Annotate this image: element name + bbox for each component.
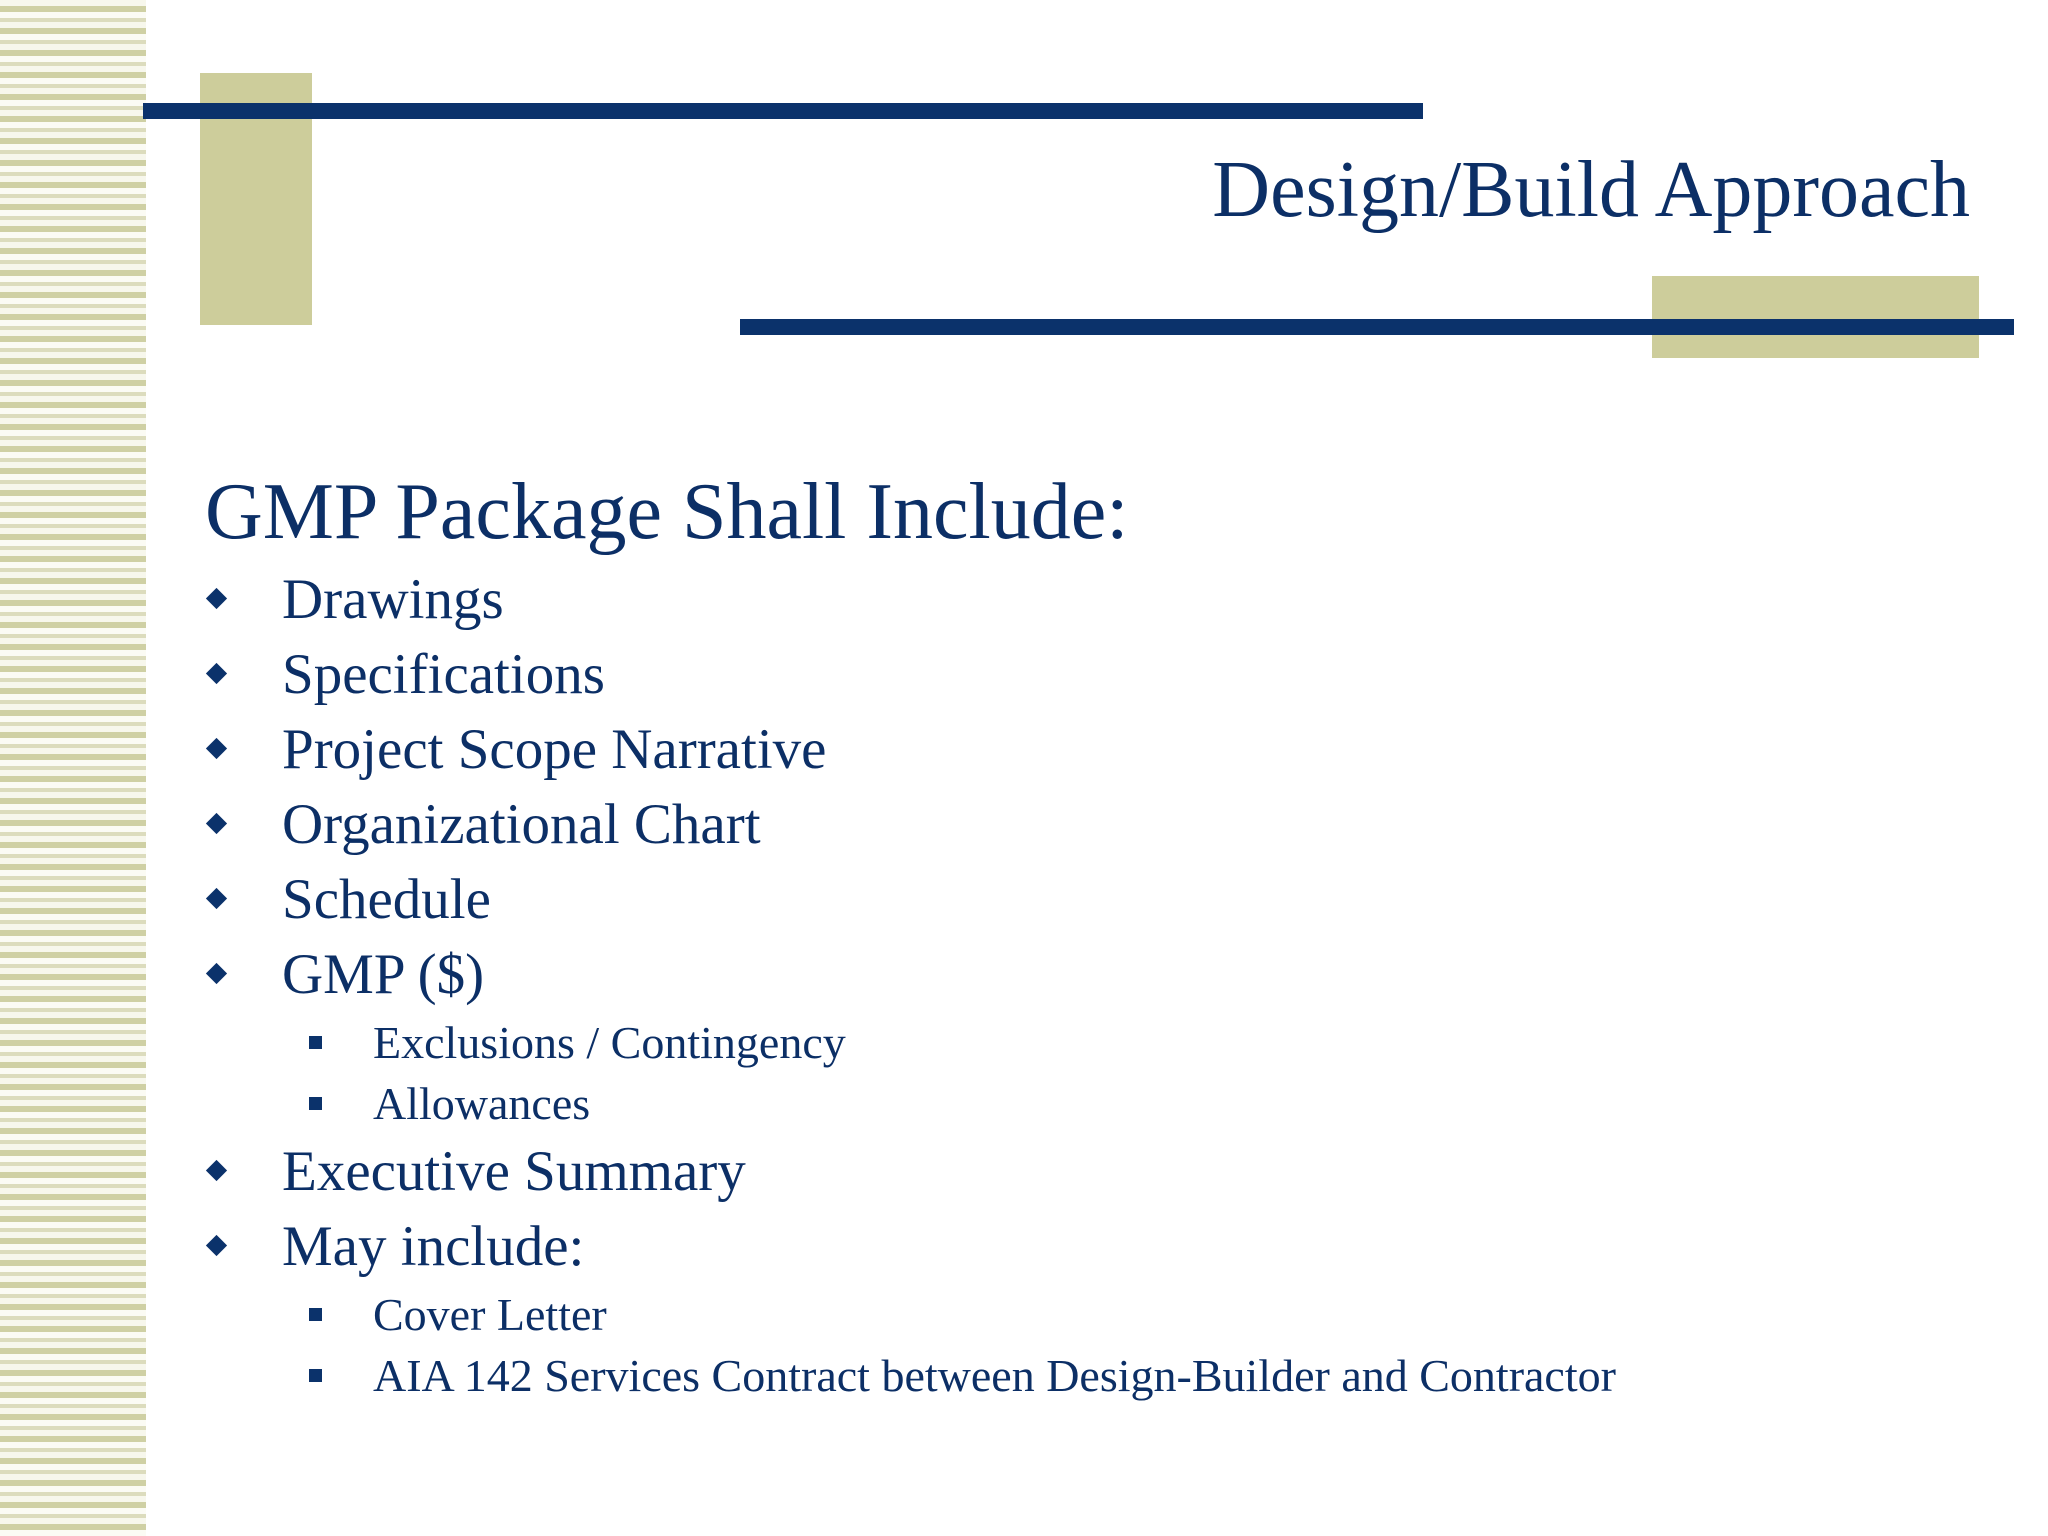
list-item-text: Specifications [282, 643, 605, 706]
square-bullet-icon [309, 1097, 322, 1110]
list-item-text: GMP ($) [282, 943, 485, 1006]
sub-list-item [205, 1012, 1616, 1073]
sub-list-item-text: Exclusions / Contingency [373, 1017, 846, 1068]
tan-block-bottom-right [1652, 276, 1979, 358]
diamond-bullet-icon [204, 637, 234, 712]
sub-list-item [205, 1345, 1616, 1406]
list-item [205, 712, 1616, 787]
list-item-text: Schedule [282, 868, 491, 931]
list-item [205, 1209, 1616, 1284]
square-bullet-icon [309, 1369, 322, 1382]
list-item-text: May include: [282, 1215, 585, 1278]
list-item [205, 562, 1616, 637]
diamond-bullet-icon [204, 862, 234, 937]
diamond-bullet-icon [204, 787, 234, 862]
navy-rule-bottom [740, 319, 2014, 335]
diamond-bullet-icon [204, 937, 234, 1012]
navy-rule-top [143, 103, 1423, 119]
sub-list-item [205, 1284, 1616, 1345]
list-item [205, 787, 1616, 862]
list-item-text: Project Scope Narrative [282, 718, 827, 781]
sub-list-item-text: Allowances [373, 1078, 591, 1129]
list-item [205, 1134, 1616, 1209]
diamond-bullet-icon [204, 712, 234, 787]
list-item [205, 937, 1616, 1012]
bullet-list [205, 562, 1616, 1406]
slide-title: Design/Build Approach [1212, 146, 1970, 234]
list-item [205, 862, 1616, 937]
striped-left-border [0, 0, 146, 1536]
sub-list-item-text: Cover Letter [373, 1289, 607, 1340]
sub-list-item [205, 1073, 1616, 1134]
slide-body [205, 462, 1616, 1406]
body-heading: GMP Package Shall Include: [205, 468, 1129, 556]
list-item-text: Executive Summary [282, 1140, 746, 1203]
square-bullet-icon [309, 1036, 322, 1049]
diamond-bullet-icon [204, 562, 234, 637]
diamond-bullet-icon [204, 1209, 234, 1284]
list-item-text: Organizational Chart [282, 793, 761, 856]
list-item [205, 637, 1616, 712]
diamond-bullet-icon [204, 1134, 234, 1209]
list-item-text: Drawings [282, 568, 504, 631]
sub-list-item-text: AIA 142 Services Contract between Design-Builder and Contractor [373, 1350, 1616, 1401]
square-bullet-icon [309, 1308, 322, 1321]
